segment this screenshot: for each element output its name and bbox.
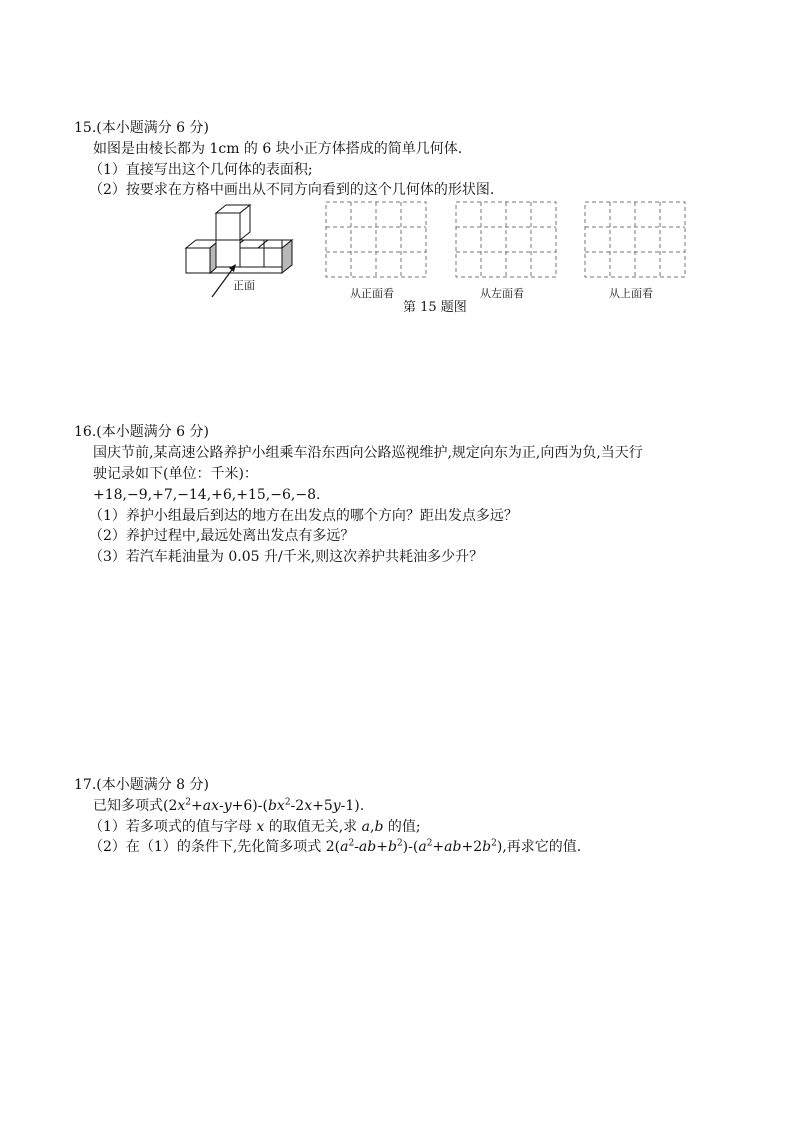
top-view-label: 从上面看: [609, 287, 653, 300]
q15-part1: （1）直接写出这个几何体的表面积;: [89, 162, 313, 178]
q16-record: +18,−9,+7,−14,+6,+15,−6,−8.: [93, 487, 321, 503]
front-arrow: [212, 267, 234, 297]
q16-part3: （3）若汽车耗油量为 0.05 升/千米,则这次养护共耗油多少升？: [89, 549, 484, 565]
front-label: 正面: [233, 279, 255, 292]
top-view-grid: [585, 202, 685, 277]
figure-caption: 第 15 题图: [403, 300, 467, 315]
cube-face: [216, 240, 240, 267]
q16-intro-line1: 国庆节前,某高速公路养护小组乘车沿东西向公路巡视维护,规定向东为正,向西为负,当天行: [93, 445, 643, 461]
cube-face: [216, 213, 240, 240]
q16-part1: （1）养护小组最后到达的地方在出发点的哪个方向？距出发点多远？: [89, 508, 518, 524]
q15-header: 15.(本小题满分 6 分): [74, 120, 209, 136]
left-view-label: 从左面看: [480, 287, 524, 300]
front-view-grid: [326, 202, 426, 277]
answer-grids: [325, 201, 687, 281]
q16-intro-line2: 驶记录如下(单位：千米)：: [93, 466, 258, 482]
q17-intro: 已知多项式$(2x^2+ax-y+6)-(bx^2-2x+5y-1)$.: [93, 797, 365, 814]
q17-header: 17.(本小题满分 8 分): [74, 777, 209, 793]
q15-part2: （2）按要求在方格中画出从不同方向看到的这个几何体的形状图.: [89, 182, 495, 198]
q15-intro: 如图是由棱长都为 1cm 的 6 块小正方体搭成的简单几何体.: [93, 141, 463, 157]
cube-side: [210, 243, 216, 273]
cube-face: [186, 248, 210, 273]
q17-part2: （2）在（1）的条件下,先化简多项式 $2(a^2-ab+b^2)-(a^2+ab+2b^2)$,再求它的值.: [89, 838, 582, 855]
front-view-label: 从正面看: [350, 287, 394, 300]
q17-part1: （1）若多项式的值与字母 x 的取值无关,求 a,b 的值;: [89, 819, 421, 835]
q16-part2: （2）养护过程中,最远处离出发点有多远？: [89, 528, 355, 544]
left-view-grid: [456, 202, 556, 277]
q16-header: 16.(本小题满分 6 分): [74, 424, 209, 440]
